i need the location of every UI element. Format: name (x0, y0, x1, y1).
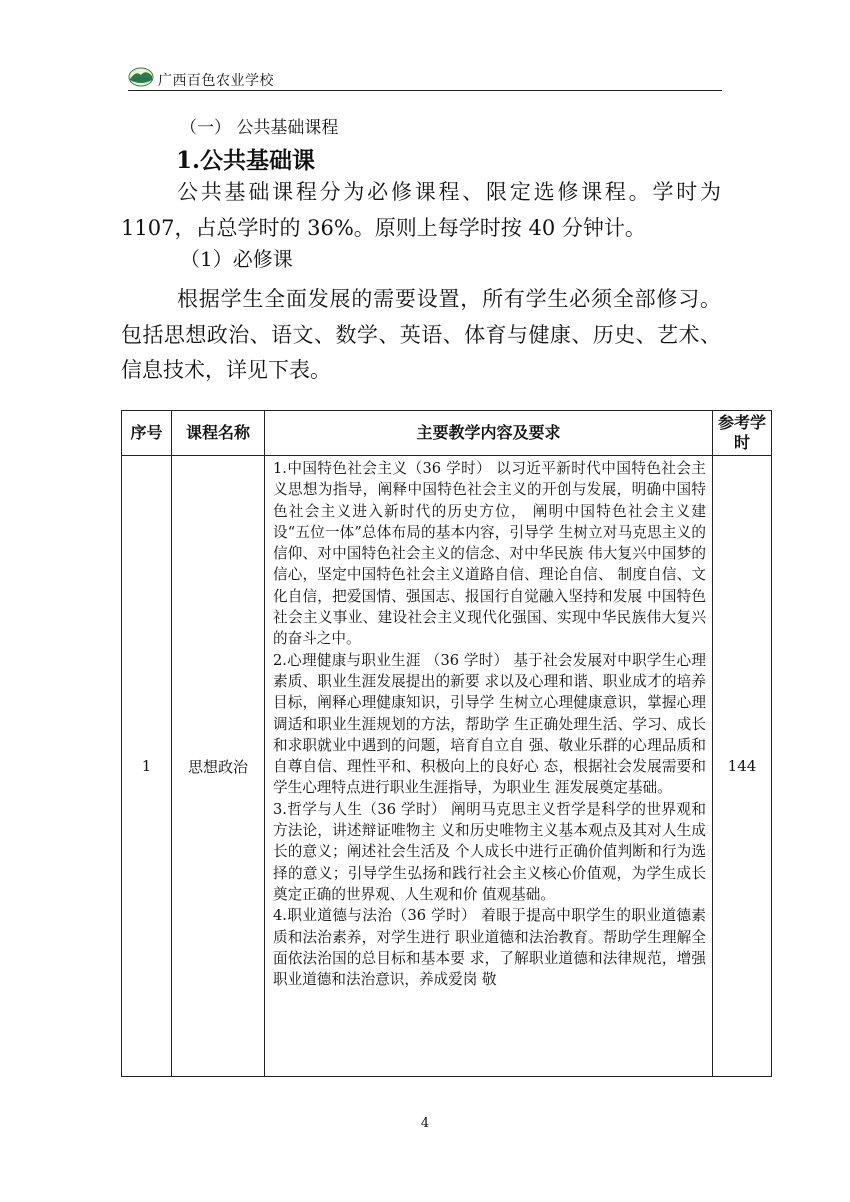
col-header-no: 序号 (122, 411, 172, 456)
required-course-title: （1）必修课 (180, 247, 293, 271)
content-item: 4.职业道德与法治（36 学时） 着眼于提高中职学生的职业道德素质和法治素养，对学生进行 职业道德和法治教育。帮助学生理解全面依法治国的总目标和基本要 求，了解职业道德和法律规范，增强职业道德和法治意识，养成爱岗 敬 (273, 907, 706, 989)
content-item: 1.中国特色社会主义（36 学时） 以习近平新时代中国特色社会主义思想为指导，阐释中国特色社会主义的开创与发展，明确中国特色社会主义进入新时代的历史方位， 阐明中国特色社会主义建设“五位一体”总体布局的基本内容，引导学 生树立对马克思主义的信仰、对中国特色社会主义的信念、对中华民族 伟大复兴中国梦的信心，坚定中国特色社会主义道路自信、理论自信、 制度自信、文化自信，把爱国情、强国志、报国行自觉融入坚持和发展 中国特色社会主义事业、建设社会主义现代化强国、实现中华民族伟大复兴的奋斗之中。 (273, 460, 706, 648)
cell-content (265, 456, 713, 1077)
col-header-name: 课程名称 (172, 411, 265, 456)
intro-paragraph: 公共基础课程分为必修课程、限定选修课程。学时为1107，占总学时的 36%。原则上每学时按 40 分钟计。 (121, 180, 721, 240)
school-logo-icon (128, 64, 154, 88)
content-item: 3.哲学与人生（36 学时） 阐明马克思主义哲学是科学的世界观和方法论，讲述辩证唯物主 义和历史唯物主义基本观点及其对人生成长的意义；阐述社会生活及 个人成长中进行正确价值判断和行为选择的意义；引导学生弘扬和践行社会主义核心价值观，为学生成长奠定正确的世界观、人生观和价 值观基础。 (273, 800, 706, 903)
table-header-row (122, 411, 772, 456)
header-divider (128, 90, 722, 91)
table-row (122, 456, 772, 1077)
cell-no: 1 (122, 456, 172, 1077)
content-item: 2.心理健康与职业生涯 （36 学时） 基于社会发展对中职学生心理素质、职业生涯发展提出的新要 求以及心理和谐、职业成才的培养目标，阐释心理健康知识，引导学 生树立心理健康意识，掌握心理调适和职业生涯规划的方法，帮助学 生正确处理生活、学习、成长和求职就业中遇到的问题，培育自立自 强、敬业乐群的心理品质和自尊自信、理性平和、积极向上的良好心 态，根据社会发展需要和学生心理特点进行职业生涯指导，为职业生 涯发展奠定基础。 (273, 651, 706, 797)
page-number: 4 (420, 1116, 430, 1131)
page-header (128, 62, 722, 92)
subsection-title: 1.公共基础课 (176, 147, 316, 174)
col-header-hours: 参考学时 (713, 411, 772, 456)
required-intro-paragraph: 根据学生全面发展的需要设置，所有学生必须全部修习。包括思想政治、语文、数学、英语、体育与健康、历史、艺术、信息技术，详见下表。 (121, 287, 721, 382)
col-header-content: 主要教学内容及要求 (265, 411, 713, 456)
cell-hours: 144 (713, 456, 772, 1077)
cell-course-name: 思想政治 (172, 456, 265, 1077)
school-name: 广西百色农业学校 (158, 73, 274, 89)
course-table (121, 410, 772, 1077)
section-title: （一） 公共基础课程 (180, 118, 339, 138)
